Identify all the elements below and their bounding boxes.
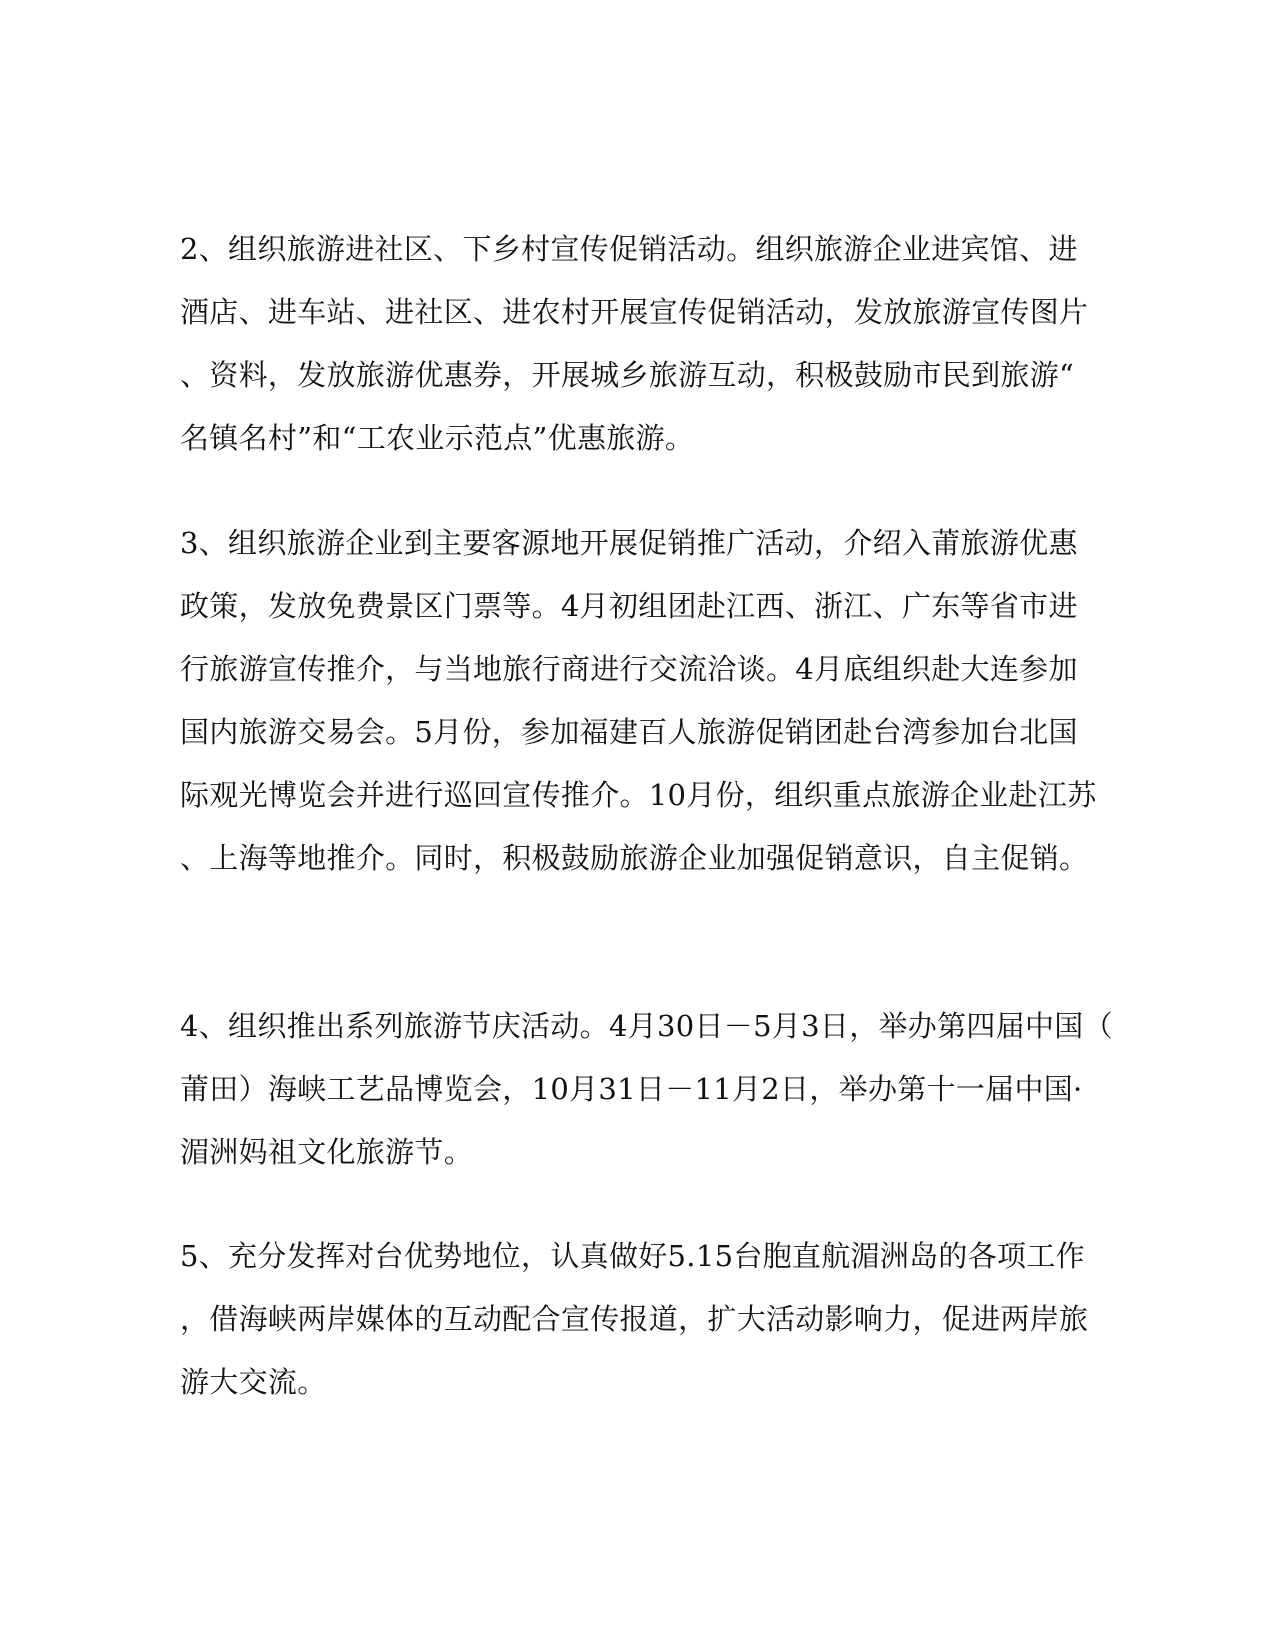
paragraph-line: 、资料，发放旅游优惠券，开展城乡旅游互动，积极鼓励市民到旅游“: [180, 358, 1075, 392]
paragraph-line: 游大交流。: [180, 1365, 327, 1399]
paragraph-line: 莆田）海峡工艺品博览会，10月31日－11月2日，举办第十一届中国·: [180, 1072, 1083, 1106]
paragraph-line: 4、组织推出系列旅游节庆活动。4月30日－5月3日，举办第四届中国（: [180, 1009, 1113, 1043]
paragraph-line: 5、充分发挥对台优势地位，认真做好5.15台胞直航湄洲岛的各项工作: [180, 1239, 1085, 1273]
paragraph-line: 2、组织旅游进社区、下乡村宣传促销活动。组织旅游企业进宾馆、进: [180, 232, 1078, 266]
paragraph-line: 名镇名村”和“工农业示范点”优惠旅游。: [180, 421, 695, 455]
paragraph-line: 行旅游宣传推介，与当地旅行商进行交流洽谈。4月底组织赴大连参加: [180, 652, 1078, 686]
paragraph-2: [180, 218, 1089, 470]
paragraph-line: 3、组织旅游企业到主要客源地开展促销推广活动，介绍入莆旅游优惠: [180, 526, 1078, 560]
paragraph-4: [180, 995, 1113, 1184]
paragraph-line: 、上海等地推介。同时，积极鼓励旅游企业加强促销意识，自主促销。: [180, 841, 1089, 875]
paragraph-line: 酒店、进车站、进社区、进农村开展宣传促销活动，发放旅游宣传图片: [180, 295, 1089, 329]
paragraph-5: [180, 1225, 1089, 1414]
paragraph-line: 际观光博览会并进行巡回宣传推介。10月份，组织重点旅游企业赴江苏: [180, 778, 1097, 812]
paragraph-3: [180, 512, 1097, 890]
paragraph-line: ，借海峡两岸媒体的互动配合宣传报道，扩大活动影响力，促进两岸旅: [180, 1302, 1089, 1336]
paragraph-line: 政策，发放免费景区门票等。4月初组团赴江西、浙江、广东等省市进: [180, 589, 1078, 623]
paragraph-line: 国内旅游交易会。5月份，参加福建百人旅游促销团赴台湾参加台北国: [180, 715, 1078, 749]
paragraph-line: 湄洲妈祖文化旅游节。: [180, 1135, 474, 1169]
